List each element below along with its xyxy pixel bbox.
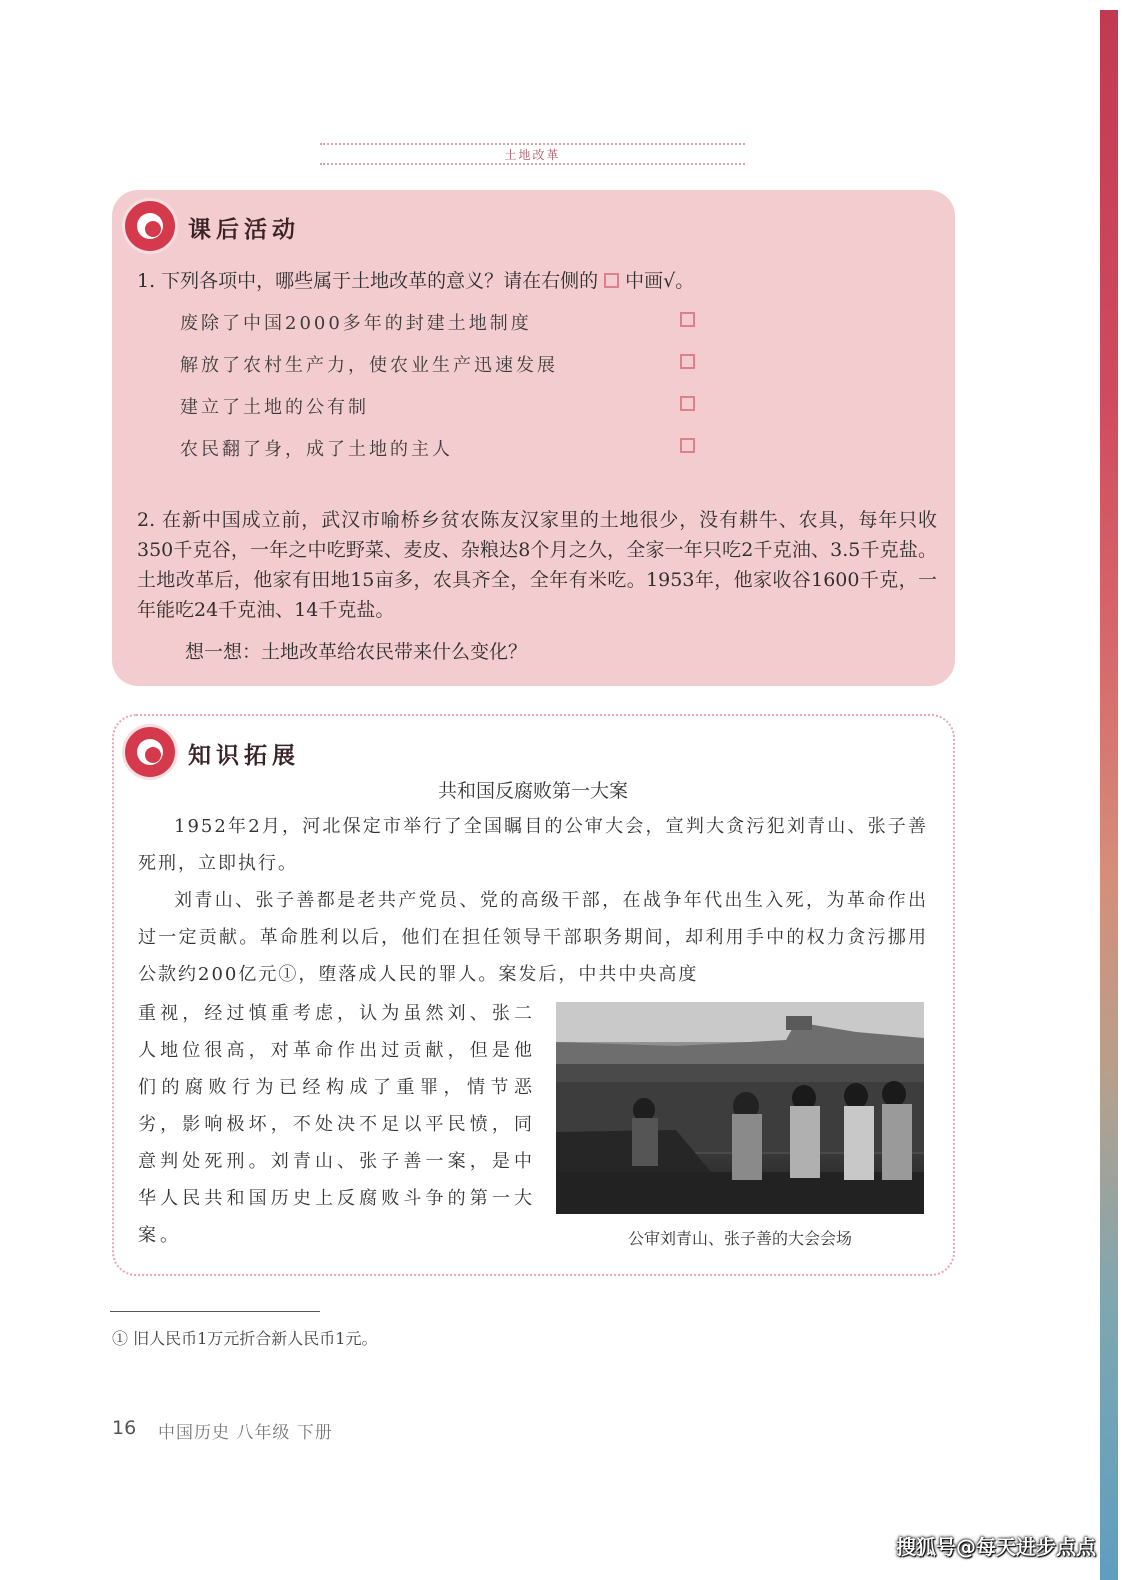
trial-rally-photo-drawing xyxy=(556,1002,924,1214)
knowledge-title: 知识拓展 xyxy=(188,743,300,769)
option-checkbox-3[interactable] xyxy=(680,396,695,411)
paragraph-1-text: 1952年2月，河北保定市举行了全国瞩目的公审大会，宣判大贪污犯刘青山、张子善死刑，立即执行。 xyxy=(138,816,928,874)
book-title: 中国历史 八年级 下册 xyxy=(158,1423,333,1443)
knowledge-paragraph-2 xyxy=(138,882,928,993)
question-2-think: 想一想：土地改革给农民带来什么变化？ xyxy=(185,641,528,663)
knowledge-paragraph-1 xyxy=(138,808,928,882)
option-checkbox-2[interactable] xyxy=(680,354,695,369)
footnote-rule xyxy=(110,1311,320,1312)
trial-rally-photo xyxy=(556,1002,924,1214)
knowledge-heading: 共和国反腐败第一大案 xyxy=(437,780,628,802)
knowledge-badge-icon xyxy=(122,724,178,780)
paragraph-2-text: 刘青山、张子善都是老共产党员、党的高级干部，在战争年代出生入死，为革命作出过一定贡献。革命胜利以后，他们在担任领导干部职务期间，却利用手中的权力贪污挪用公款约200亿元①，堕落成人民的罪人。案发后，中共中央高度 xyxy=(138,890,928,985)
option-item-2: 解放了农村生产力，使农业生产迅速发展 xyxy=(180,355,558,376)
option-item-1: 废除了中国2000多年的封建土地制度 xyxy=(180,313,532,334)
photo-caption: 公审刘青山、张子善的大会会场 xyxy=(627,1229,852,1248)
checkbox-icon xyxy=(604,273,619,288)
question-1-prefix: 1. 下列各项中，哪些属于土地改革的意义？请在右侧的 xyxy=(137,270,599,292)
page-edge-color-strip xyxy=(1100,10,1118,1580)
option-item-3: 建立了土地的公有制 xyxy=(180,397,369,418)
question-1 xyxy=(137,266,694,293)
page-number: 16 xyxy=(112,1417,137,1439)
running-head-text: 土地改革 xyxy=(498,146,566,163)
footnote: ① 旧人民币1万元折合新人民币1元。 xyxy=(112,1329,378,1348)
option-checkbox-4[interactable] xyxy=(680,438,695,453)
question-1-suffix: 中画√。 xyxy=(625,270,695,292)
activity-badge-icon xyxy=(122,198,178,254)
activity-title: 课后活动 xyxy=(188,217,300,243)
knowledge-paragraph-3: 重视，经过慎重考虑，认为虽然刘、张二人地位很高，对革命作出过贡献，但是他们的腐败行为已经构成了重罪，情节恶劣，影响极坏，不处决不足以平民愤，同意判处死刑。刘青山、张子善一案，是中华人民共和国历史上反腐败斗争的第一大案。 xyxy=(138,1003,536,1246)
watermark: 搜狐号@每天进步点点 xyxy=(896,1535,1096,1559)
running-head xyxy=(320,143,745,165)
option-item-4: 农民翻了身，成了土地的主人 xyxy=(180,439,453,460)
question-2: 2. 在新中国成立前，武汉市喻桥乡贫农陈友汉家里的土地很少，没有耕牛、农具，每年只收350千克谷，一年之中吃野菜、麦皮、杂粮达8个月之久，全家一年只吃2千克油、3.5千克盐。土地改革后，他家有田地15亩多，农具齐全，全年有米吃。1953年，他家收谷1600千克，一年能吃24千克油、14千克盐。 xyxy=(137,509,937,621)
option-checkbox-1[interactable] xyxy=(680,312,695,327)
